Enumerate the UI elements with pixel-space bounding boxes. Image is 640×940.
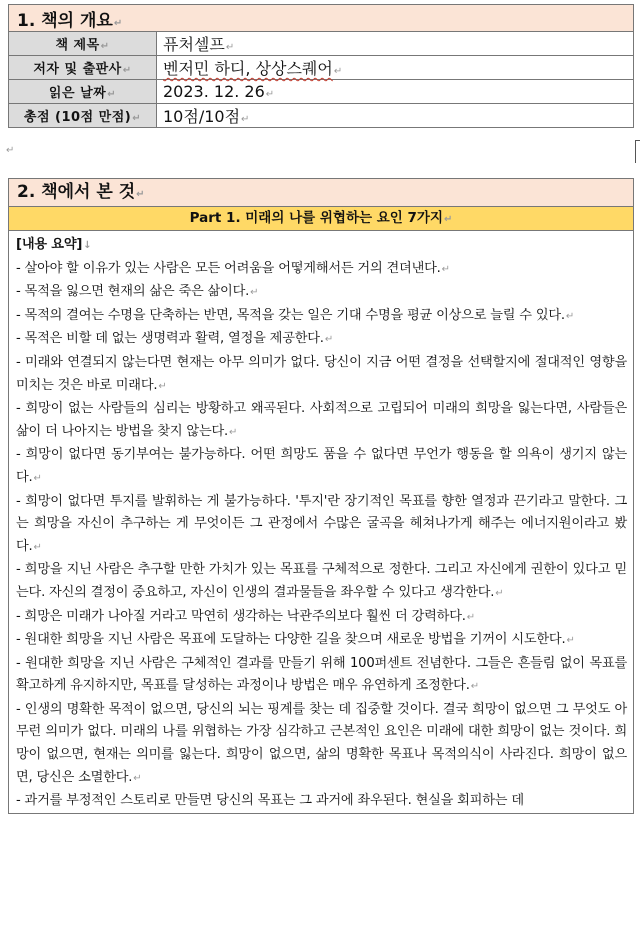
paragraph-mark: ↵ <box>6 145 15 156</box>
score-label: 총점 (10점 만점)↵ <box>9 104 157 128</box>
section2-title: 2. 책에서 본 것↵ <box>9 179 633 207</box>
title-label: 책 제목↵ <box>9 32 157 56</box>
paragraph-14: - 과거를 부정적인 스토리로 만들면 당신의 목표는 그 과거에 좌우된다. 현실을 회피하는 데 <box>16 793 524 809</box>
paragraph-8: - 희망이 없다면 투지를 발휘하는 게 불가능하다. '투지'란 장기적인 목표를 향한 열정과 끈기라고 말한다. 그는 희망을 자신이 추구하는 게 무엇이든 그 관정에서 수많은 굴곡을 헤쳐나가게 해주는 에너지원이라고 봤다.↵ <box>16 493 627 554</box>
part-title: Part 1. 미래의 나를 위협하는 요인 7가지↵ <box>9 207 633 231</box>
book-overview-table <box>8 4 634 128</box>
score-value: 10점/10점↵ <box>157 104 634 128</box>
page-edge-marker <box>635 140 640 163</box>
paragraph-9: - 희망을 지닌 사람은 추구할 만한 가치가 있는 목표를 구체적으로 정한다. 그리고 자신에게 권한이 있다고 믿는다. 자신의 결정이 중요하고, 자신이 인생의 결과물들을 좌우할 수 있다고 생각한다.↵ <box>16 562 627 600</box>
paragraph-4: - 목적은 비할 데 없는 생명력과 활력, 열정을 제공한다.↵ <box>16 331 333 347</box>
title-value: 퓨처셀프↵ <box>157 32 634 56</box>
paragraph-2: - 목적을 잃으면 현재의 삶은 죽은 삶이다.↵ <box>16 284 259 300</box>
section1-title: 1. 책의 개요↵ <box>9 5 634 32</box>
paragraph-6: - 희망이 없는 사람들의 심리는 방황하고 왜곡된다. 사회적으로 고립되어 미래의 희망을 잃는다면, 사람들은 삶이 더 나아지는 방법을 찾지 않는다.↵ <box>16 401 627 439</box>
author-publisher-value: 벤저민 하디, 상상스퀘어↵ <box>157 56 634 80</box>
paragraph-13: - 인생의 명확한 목적이 없으면, 당신의 뇌는 핑계를 찾는 데 집중할 것이다. 결국 희망이 없으면 그 무엇도 아무런 의미가 없다. 미래의 나를 위협하는 가장 심각하고 근본적인 요인은 미래에 대한 희망이 없는 것이다. 희망이 없으면, 현재는 의미를 잃는다. 희망이 없으면, 삶의 명확한 목표나 목적의식이 사라진다. 희망이 없으면, 당신은 소멸한다.↵ <box>16 701 627 785</box>
paragraph-10: - 희망은 미래가 나아질 거라고 막연히 생각하는 낙관주의보다 훨씬 더 강력하다.↵ <box>16 608 475 624</box>
paragraph-5: - 미래와 연결되지 않는다면 현재는 아무 의미가 없다. 당신이 지금 어떤 결정을 선택할지에 절대적인 영향을 미치는 것은 바로 미래다.↵ <box>16 354 627 393</box>
paragraph-7: - 희망이 없다면 동기부여는 불가능하다. 어떤 희망도 품을 수 없다면 무언가 행동을 할 의욕이 생기지 않는다.↵ <box>16 447 627 485</box>
paragraph-11: - 원대한 희망을 지닌 사람은 목표에 도달하는 다양한 길을 찾으며 새로운 방법을 기꺼이 시도한다.↵ <box>16 632 575 648</box>
section2-box <box>8 178 634 814</box>
author-publisher-label: 저자 및 출판사↵ <box>9 56 157 80</box>
read-date-label: 읽은 날짜↵ <box>9 80 157 104</box>
paragraph-1: - 살아야 할 이유가 있는 사람은 모든 어려움을 어떻게해서든 거의 견뎌낸다.↵ <box>16 260 450 276</box>
read-date-value: 2023. 12. 26↵ <box>157 80 634 104</box>
summary-label: [내용 요약]↓ <box>16 237 92 252</box>
paragraph-3: - 목적의 결여는 수명을 단축하는 반면, 목적을 갖는 일은 기대 수명을 평균 이상으로 늘릴 수 있다.↵ <box>16 307 575 323</box>
paragraph-12: - 원대한 희망을 지닌 사람은 구체적인 결과를 만들기 위해 100퍼센트 전념한다. 그들은 흔들림 없이 목표를 확고하게 유지하지만, 목표를 달성하는 과정이나 방법은 매우 유연하게 조정한다.↵ <box>16 655 627 694</box>
summary-body <box>9 231 633 813</box>
